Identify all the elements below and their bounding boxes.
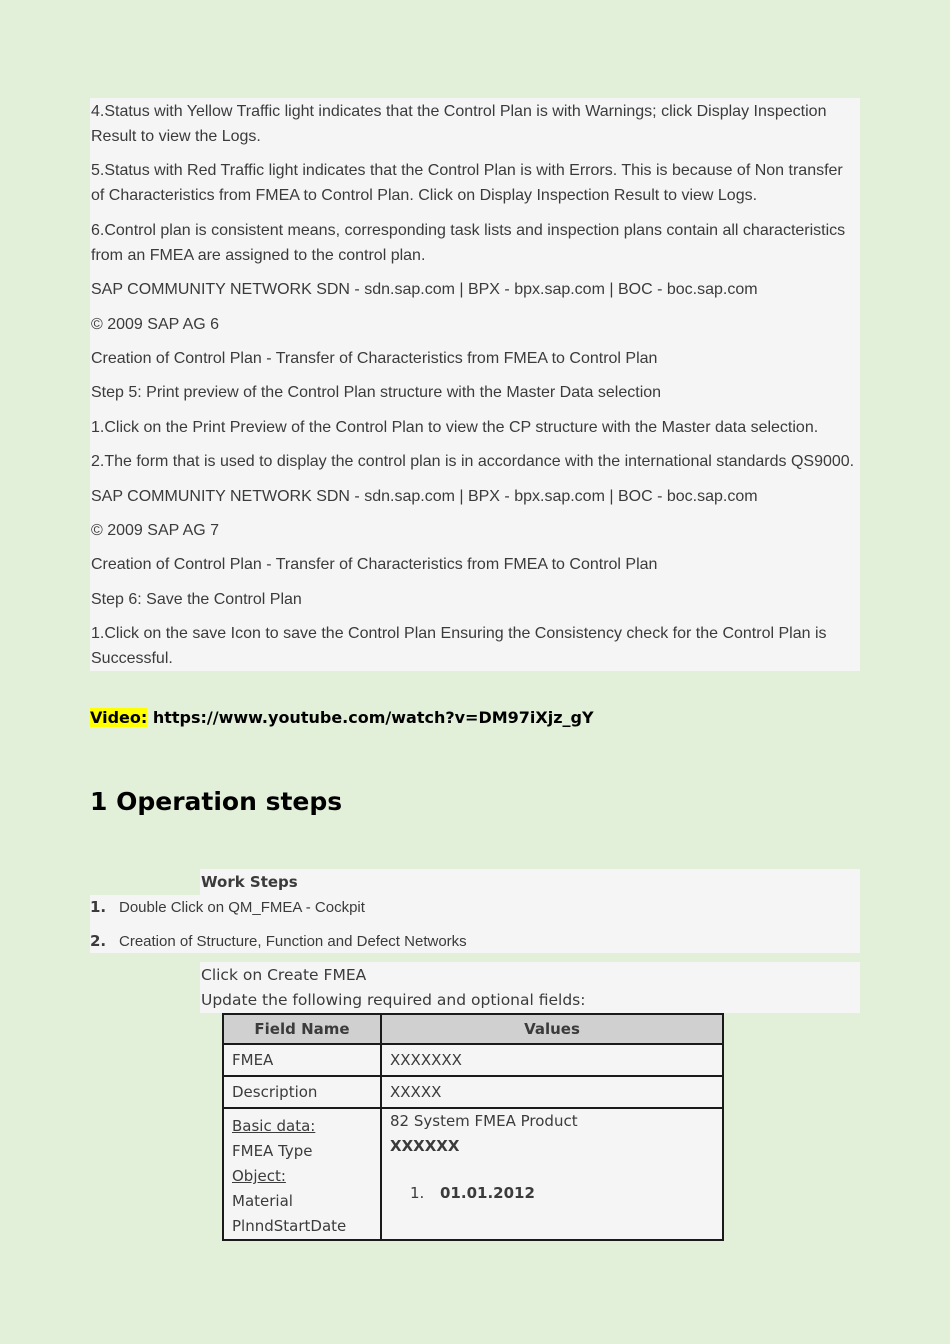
table-cell-value: XXXXXXX	[381, 1044, 723, 1076]
footer-line: SAP COMMUNITY NETWORK SDN - sdn.sap.com | BPX - bpx.sap.com | BOC - boc.sap.com	[91, 281, 758, 299]
table-row	[223, 1108, 723, 1240]
work-step-text: Creation of Structure, Function and Defect Networks	[119, 933, 467, 950]
fmea-type-label: FMEA Type	[232, 1142, 313, 1160]
section-heading: 1 Operation steps	[90, 787, 343, 816]
section-title: Creation of Control Plan - Transfer of Characteristics from FMEA to Control Plan	[91, 349, 658, 367]
material-label: Material	[232, 1192, 293, 1210]
work-step-item	[90, 929, 467, 953]
paragraph: 1.Click on the Print Preview of the Control Plan to view the CP structure with the Master data selection.	[91, 418, 819, 436]
basic-data-label: Basic data:	[232, 1117, 316, 1135]
table-cell-field: FMEA	[223, 1044, 381, 1076]
fmea-type-value: 82 System FMEA Product	[390, 1112, 578, 1130]
work-step-text: Double Click on QM_FMEA - Cockpit	[119, 899, 365, 916]
footer-line: SAP COMMUNITY NETWORK SDN - sdn.sap.com | BPX - bpx.sap.com | BOC - boc.sap.com	[91, 487, 758, 505]
copyright-line: © 2009 SAP AG 6	[91, 315, 220, 333]
table-cell-field: Description	[223, 1076, 381, 1108]
table-header-values: Values	[381, 1014, 723, 1044]
work-step-number: 1.	[90, 898, 107, 916]
paragraph: 6.Control plan is consistent means, corresponding task lists and inspection plans contain all characteristics from an FMEA are assigned to the control plan.	[91, 221, 846, 264]
work-step-number: 2.	[90, 932, 107, 950]
material-value: XXXXXX	[390, 1137, 460, 1155]
step-title: Step 5: Print preview of the Control Plan structure with the Master Data selection	[91, 384, 662, 402]
video-line	[90, 706, 594, 730]
table-cell-value	[381, 1108, 723, 1240]
table-header-field-name: Field Name	[223, 1014, 381, 1044]
table-cell-value: XXXXX	[381, 1076, 723, 1108]
paragraph: 1.Click on the save Icon to save the Control Plan Ensuring the Consistency check for the Control Plan is Successful.	[91, 625, 827, 668]
fields-table	[222, 1013, 724, 1241]
table-row	[223, 1076, 723, 1108]
table-row	[223, 1044, 723, 1076]
start-date-value: 01.01.2012	[440, 1184, 535, 1202]
table-cell-field	[223, 1108, 381, 1240]
text-block	[90, 98, 860, 671]
step-title: Step 6: Save the Control Plan	[91, 590, 302, 608]
list-item	[390, 1181, 714, 1205]
video-link[interactable]: https://www.youtube.com/watch?v=DM97iXjz_gY	[152, 708, 594, 727]
paragraph: 5.Status with Red Traffic light indicates that the Control Plan is with Errors. This is because of Non transfer of Characteristics from FMEA to Control Plan. Click on Display Inspection Result to view Logs.	[91, 162, 843, 205]
start-date-label: PlnndStartDate	[232, 1217, 347, 1235]
work-steps-header-bg	[200, 869, 860, 895]
instruction-line: Update the following required and optional fields:	[201, 991, 586, 1009]
video-label: Video:	[90, 708, 148, 727]
instruction-line: Click on Create FMEA	[201, 966, 367, 984]
object-label: Object:	[232, 1167, 286, 1185]
paragraph: 2.The form that is used to display the control plan is in accordance with the international standards QS9000.	[91, 453, 855, 471]
work-steps-title: Work Steps	[201, 873, 298, 891]
work-step-item	[90, 895, 365, 919]
section-title: Creation of Control Plan - Transfer of Characteristics from FMEA to Control Plan	[91, 556, 658, 574]
list-number: 1.	[410, 1184, 425, 1202]
copyright-line: © 2009 SAP AG 7	[91, 521, 220, 539]
paragraph: 4.Status with Yellow Traffic light indicates that the Control Plan is with Warnings; click Display Inspection Result to view the Logs.	[91, 103, 827, 145]
